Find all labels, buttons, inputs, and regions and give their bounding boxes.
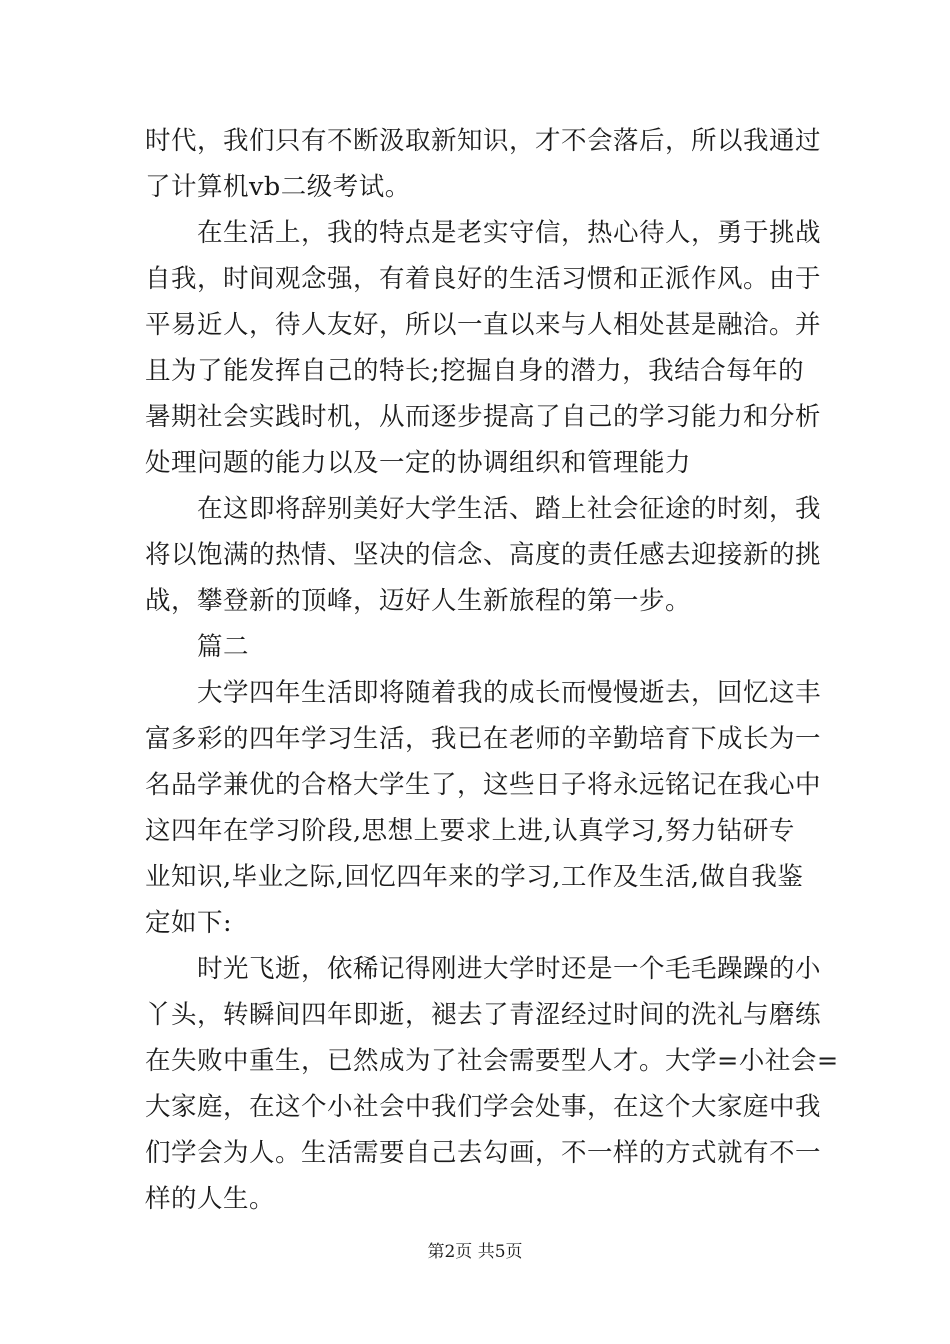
text-line: 定如下: xyxy=(145,908,233,938)
text-line: 暑期社会实践时机，从而逐步提高了自己的学习能力和分析 xyxy=(145,402,822,432)
text-line: 战，攀登新的顶峰，迈好人生新旅程的第一步。 xyxy=(145,586,692,616)
text-line: 平易近人，待人友好，所以一直以来与人相处甚是融洽。并 xyxy=(145,310,822,340)
text-line: 在生活上，我的特点是老实守信，热心待人，勇于挑战 xyxy=(145,218,822,248)
text-line: 自我，时间观念强，有着良好的生活习惯和正派作风。由于 xyxy=(145,264,822,294)
text-line: 富多彩的四年学习生活，我已在老师的辛勤培育下成长为一 xyxy=(145,724,822,754)
text-line: 大家庭，在这个小社会中我们学会处事，在这个大家庭中我 xyxy=(145,1092,822,1122)
text-line: 处理问题的能力以及一定的协调组织和管理能力 xyxy=(145,448,692,478)
text-line: 样的人生。 xyxy=(145,1184,276,1214)
text-line: 且为了能发挥自己的特长;挖掘自身的潜力，我结合每年的 xyxy=(145,356,805,386)
text-line: 在这即将辞别美好大学生活、踏上社会征途的时刻，我 xyxy=(145,494,822,524)
text-line: 名品学兼优的合格大学生了，这些日子将永远铭记在我心中 xyxy=(145,770,822,800)
text-line: 大学四年生活即将随着我的成长而慢慢逝去，回忆这丰 xyxy=(145,678,822,708)
section-heading: 篇二 xyxy=(145,632,250,662)
text-line: 业知识,毕业之际,回忆四年来的学习,工作及生活,做自我鉴 xyxy=(145,862,804,892)
text-line: 时光飞逝，依稀记得刚进大学时还是一个毛毛躁躁的小 xyxy=(145,954,822,984)
text-line: 时代，我们只有不断汲取新知识，才不会落后，所以我通过 xyxy=(145,126,822,156)
text-line: 这四年在学习阶段,思想上要求上进,认真学习,努力钻研专 xyxy=(145,816,795,846)
text-line: 们学会为人。生活需要自己去勾画，不一样的方式就有不一 xyxy=(145,1138,822,1168)
text-line: 了计算机vb二级考试。 xyxy=(145,172,411,202)
text-line: 丫头，转瞬间四年即逝，褪去了青涩经过时间的洗礼与磨练 xyxy=(145,1000,822,1030)
text-line: 将以饱满的热情、坚决的信念、高度的责任感去迎接新的挑 xyxy=(145,540,822,570)
page-number-footer: 第2页 共5页 xyxy=(427,1242,523,1262)
text-line: 在失败中重生，已然成为了社会需要型人才。大学=小社会= xyxy=(145,1046,839,1076)
